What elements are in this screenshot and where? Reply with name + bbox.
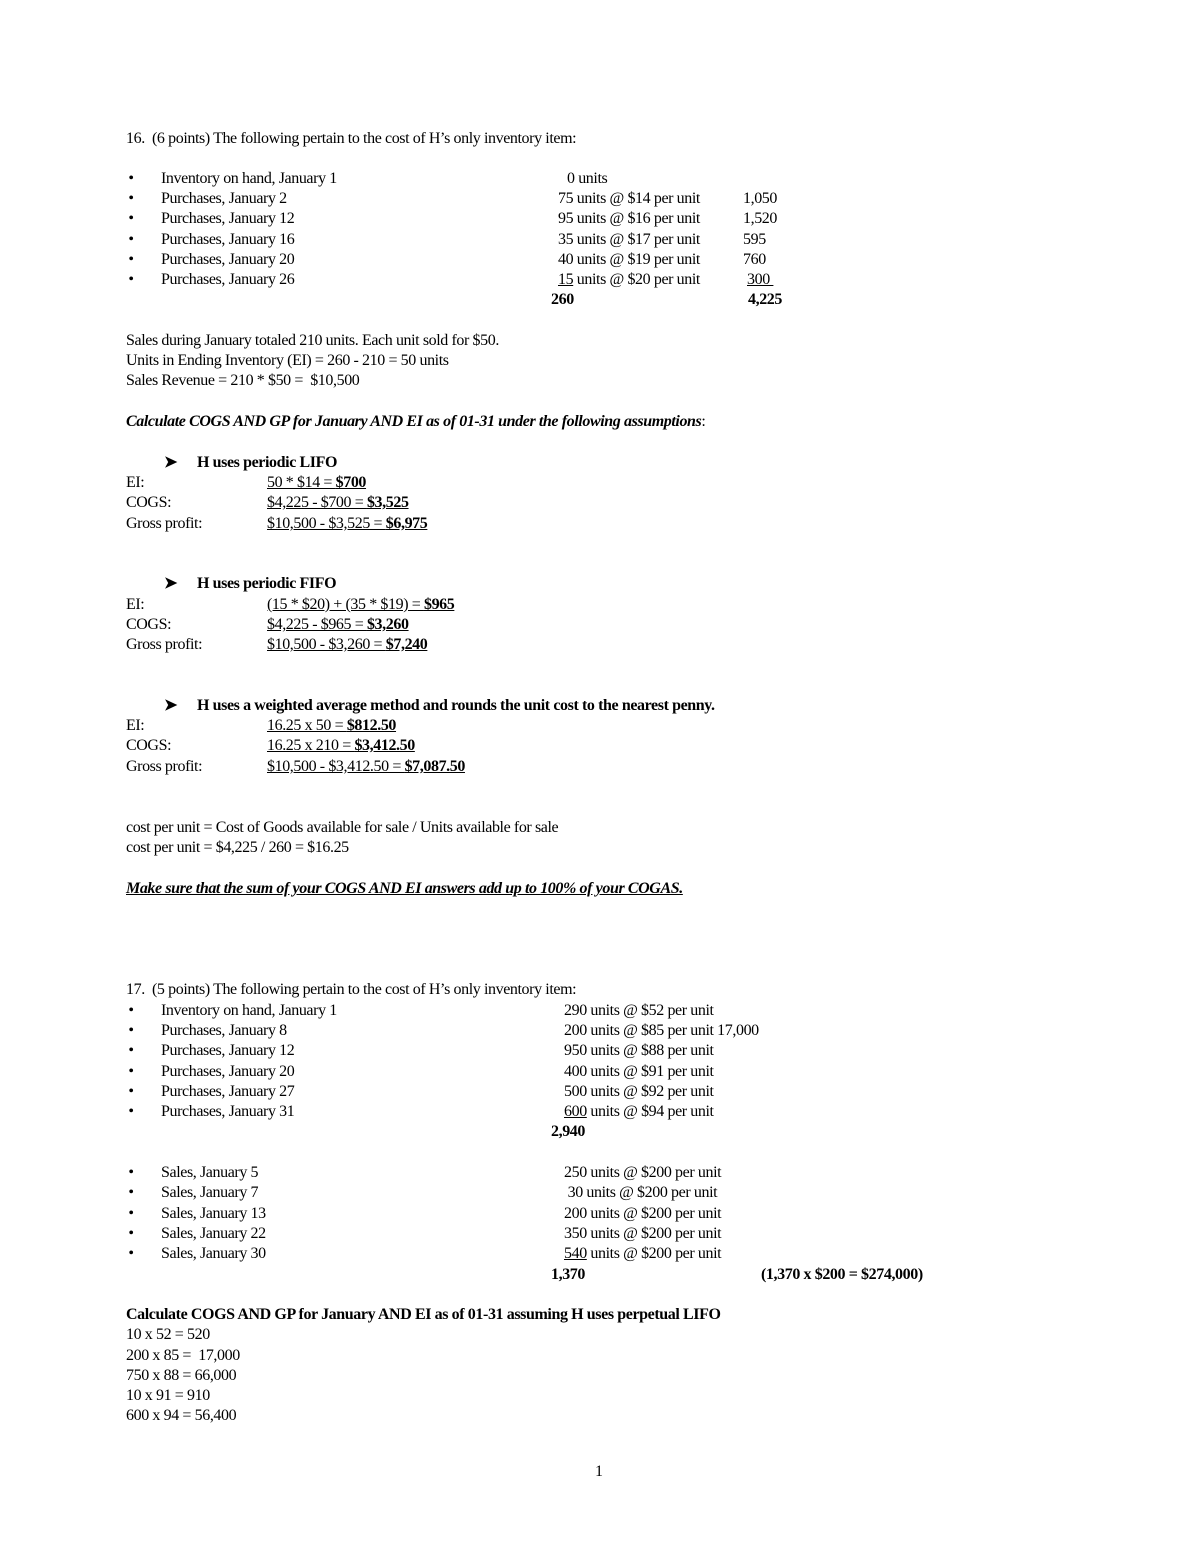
method-heading: H uses periodic LIFO: [197, 454, 338, 471]
gp-calc-expression: $10,500 - $3,260 =: [267, 636, 386, 653]
q17-sale-label: Sales, January 22: [161, 1225, 266, 1242]
q17-sale-label: Sales, January 13: [161, 1205, 266, 1222]
ei-calc-expression: 16.25 x 50 =: [267, 717, 347, 734]
q17-purchase-units: [564, 1102, 714, 1122]
q17-calc-line: 600 x 94 = 56,400: [126, 1407, 237, 1424]
q16-instruction: [126, 412, 705, 432]
cogs-calculation: [267, 736, 415, 756]
q17-purchase-label: Purchases, January 31: [161, 1103, 295, 1120]
ei-calc-result: $812.50: [346, 717, 397, 734]
q16-instruction-colon: :: [701, 413, 706, 430]
q17-purchase-units: 400 units @ $91 per unit: [564, 1063, 714, 1080]
cogs-calc-result: $3,412.50: [354, 737, 415, 754]
q17-calc-line: 750 x 88 = 66,000: [126, 1367, 237, 1384]
gp-calc-result: $6,975: [385, 515, 428, 532]
arrow-bullet-icon: ➤: [164, 575, 178, 592]
q16-item-label: Purchases, January 2: [161, 190, 287, 207]
q17-purchase-label: Purchases, January 12: [161, 1042, 295, 1059]
q17-sales-total: 1,370: [551, 1266, 586, 1283]
cogs-calculation: [267, 615, 409, 635]
gross-profit-label: Gross profit:: [126, 758, 203, 775]
bullet-icon: •: [128, 1205, 134, 1222]
q16-intro: 16. (6 points) The following pertain to the cost of H’s only inventory item:: [126, 130, 577, 147]
q17-purchase-label: Inventory on hand, January 1: [161, 1002, 337, 1019]
q16-total-units: 260: [551, 291, 574, 308]
bullet-icon: •: [128, 210, 134, 227]
bullet-icon: •: [128, 1083, 134, 1100]
q16-reminder: Make sure that the sum of your COGS AND EI answers add up to 100% of your COGAS.: [126, 880, 683, 897]
q17-purchase-label: Purchases, January 27: [161, 1083, 295, 1100]
q17-purchase-label: Purchases, January 20: [161, 1063, 295, 1080]
cogs-calc-expression: 16.25 x 210 =: [267, 737, 355, 754]
ei-calc-result: $965: [423, 596, 455, 613]
cogs-label: COGS:: [126, 494, 172, 511]
q17-purchases-total: 2,940: [551, 1123, 586, 1140]
q16-ending-units-line: Units in Ending Inventory (EI) = 260 - 210 = 50 units: [126, 352, 449, 369]
q17-purchase-units: 950 units @ $88 per unit: [564, 1042, 714, 1059]
ei-label: EI:: [126, 474, 145, 491]
bullet-icon: •: [128, 1002, 134, 1019]
q16-item-cost: 595: [743, 231, 766, 248]
q16-total-cost: 4,225: [748, 291, 783, 308]
gp-calc-expression: $10,500 - $3,412.50 =: [267, 758, 405, 775]
ei-label: EI:: [126, 596, 145, 613]
bullet-icon: •: [128, 1063, 134, 1080]
q16-item-cost: 1,520: [743, 210, 778, 227]
q17-purchase-units: 500 units @ $92 per unit: [564, 1083, 714, 1100]
ei-calculation: [267, 473, 366, 493]
q17-calc-line: 10 x 52 = 520: [126, 1326, 210, 1343]
q16-instruction-text: Calculate COGS AND GP for January AND EI as of 01-31 under the following assumptions: [126, 413, 702, 430]
q17-calc-line: 200 x 85 = 17,000: [126, 1347, 240, 1364]
method-heading: H uses periodic FIFO: [197, 575, 337, 592]
q16-sales-revenue-line: Sales Revenue = 210 * $50 = $10,500: [126, 372, 360, 389]
q17-sale-units: 200 units @ $200 per unit: [564, 1205, 722, 1222]
gross-profit-label: Gross profit:: [126, 636, 203, 653]
ei-calc-expression: (15 * $20) + (35 * $19) =: [267, 596, 424, 613]
ei-label: EI:: [126, 717, 145, 734]
bullet-icon: •: [128, 1245, 134, 1262]
q17-purchase-units: 290 units @ $52 per unit: [564, 1002, 714, 1019]
q16-item-units: [558, 270, 700, 290]
q16-item-units: 0 units: [567, 170, 608, 187]
arrow-bullet-icon: ➤: [164, 454, 178, 471]
gross-profit-calculation: [267, 757, 465, 777]
q17-sale-label: Sales, January 7: [161, 1184, 259, 1201]
ei-calc-result: $700: [335, 474, 367, 491]
gp-calc-result: $7,240: [385, 636, 428, 653]
bullet-icon: •: [128, 231, 134, 248]
q17-sale-label: Sales, January 5: [161, 1164, 259, 1181]
ei-calculation: [267, 595, 454, 615]
bullet-icon: •: [128, 1042, 134, 1059]
method-heading: H uses a weighted average method and rounds the unit cost to the nearest penny.: [197, 697, 715, 714]
q17-calc-line: 10 x 91 = 910: [126, 1387, 210, 1404]
page-number: 1: [595, 1463, 603, 1480]
q16-item-units: 35 units @ $17 per unit: [558, 231, 700, 248]
q16-item-cost: 760: [743, 251, 766, 268]
q17-sale-units-rest: units @ $200 per unit: [586, 1245, 722, 1262]
bullet-icon: •: [128, 1164, 134, 1181]
q17-sale-units: [564, 1244, 721, 1264]
cogs-label: COGS:: [126, 616, 172, 633]
q17-instruction: Calculate COGS AND GP for January AND EI as of 01-31 assuming H uses perpetual LIFO: [126, 1306, 721, 1323]
bullet-icon: •: [128, 1103, 134, 1120]
q16-item-units-rest: units @ $20 per unit: [573, 271, 700, 288]
gp-calc-expression: $10,500 - $3,525 =: [267, 515, 386, 532]
cogs-calc-expression: $4,225 - $965 =: [267, 616, 367, 633]
gp-calc-result: $7,087.50: [404, 758, 465, 775]
q16-item-label: Purchases, January 12: [161, 210, 295, 227]
unit-cost-formula: cost per unit = Cost of Goods available for sale / Units available for sale: [126, 819, 559, 836]
ei-calculation: [267, 716, 396, 736]
q16-item-units: 75 units @ $14 per unit: [558, 190, 700, 207]
cogs-calc-expression: $4,225 - $700 =: [267, 494, 367, 511]
q17-purchase-units-rest: units @ $94 per unit: [586, 1103, 714, 1120]
cogs-calculation: [267, 493, 409, 513]
q17-purchase-units: 200 units @ $85 per unit 17,000: [564, 1022, 759, 1039]
q16-item-label: Inventory on hand, January 1: [161, 170, 337, 187]
bullet-icon: •: [128, 190, 134, 207]
bullet-icon: •: [128, 1184, 134, 1201]
bullet-icon: •: [128, 170, 134, 187]
q16-item-cost: 1,050: [743, 190, 778, 207]
bullet-icon: •: [128, 1225, 134, 1242]
gross-profit-label: Gross profit:: [126, 515, 203, 532]
gross-profit-calculation: [267, 514, 427, 534]
q16-item-units-number: 15: [558, 271, 574, 288]
ei-calc-expression: 50 * $14 =: [267, 474, 336, 491]
q17-intro: 17. (5 points) The following pertain to the cost of H’s only inventory item:: [126, 981, 577, 998]
q16-item-units: 40 units @ $19 per unit: [558, 251, 700, 268]
q17-sale-units-number: 540: [564, 1245, 587, 1262]
bullet-icon: •: [128, 1022, 134, 1039]
unit-cost-calculation: cost per unit = $4,225 / 260 = $16.25: [126, 839, 349, 856]
cogs-calc-result: $3,525: [366, 494, 409, 511]
q17-purchase-label: Purchases, January 8: [161, 1022, 287, 1039]
q16-item-cost: 300: [747, 271, 774, 288]
q17-sale-units: 30 units @ $200 per unit: [564, 1184, 718, 1201]
q16-item-units: 95 units @ $16 per unit: [558, 210, 700, 227]
q16-item-label: Purchases, January 16: [161, 231, 295, 248]
q16-item-label: Purchases, January 20: [161, 251, 295, 268]
cogs-label: COGS:: [126, 737, 172, 754]
q16-item-label: Purchases, January 26: [161, 271, 295, 288]
bullet-icon: •: [128, 271, 134, 288]
q17-sales-revenue: (1,370 x $200 = $274,000): [761, 1266, 923, 1283]
q17-sale-units: 350 units @ $200 per unit: [564, 1225, 722, 1242]
arrow-bullet-icon: ➤: [164, 697, 178, 714]
q17-sale-units: 250 units @ $200 per unit: [564, 1164, 722, 1181]
q17-sale-label: Sales, January 30: [161, 1245, 266, 1262]
gross-profit-calculation: [267, 635, 427, 655]
cogs-calc-result: $3,260: [366, 616, 409, 633]
q16-sales-line: Sales during January totaled 210 units. Each unit sold for $50.: [126, 332, 499, 349]
q17-purchase-units-number: 600: [564, 1103, 587, 1120]
bullet-icon: •: [128, 251, 134, 268]
